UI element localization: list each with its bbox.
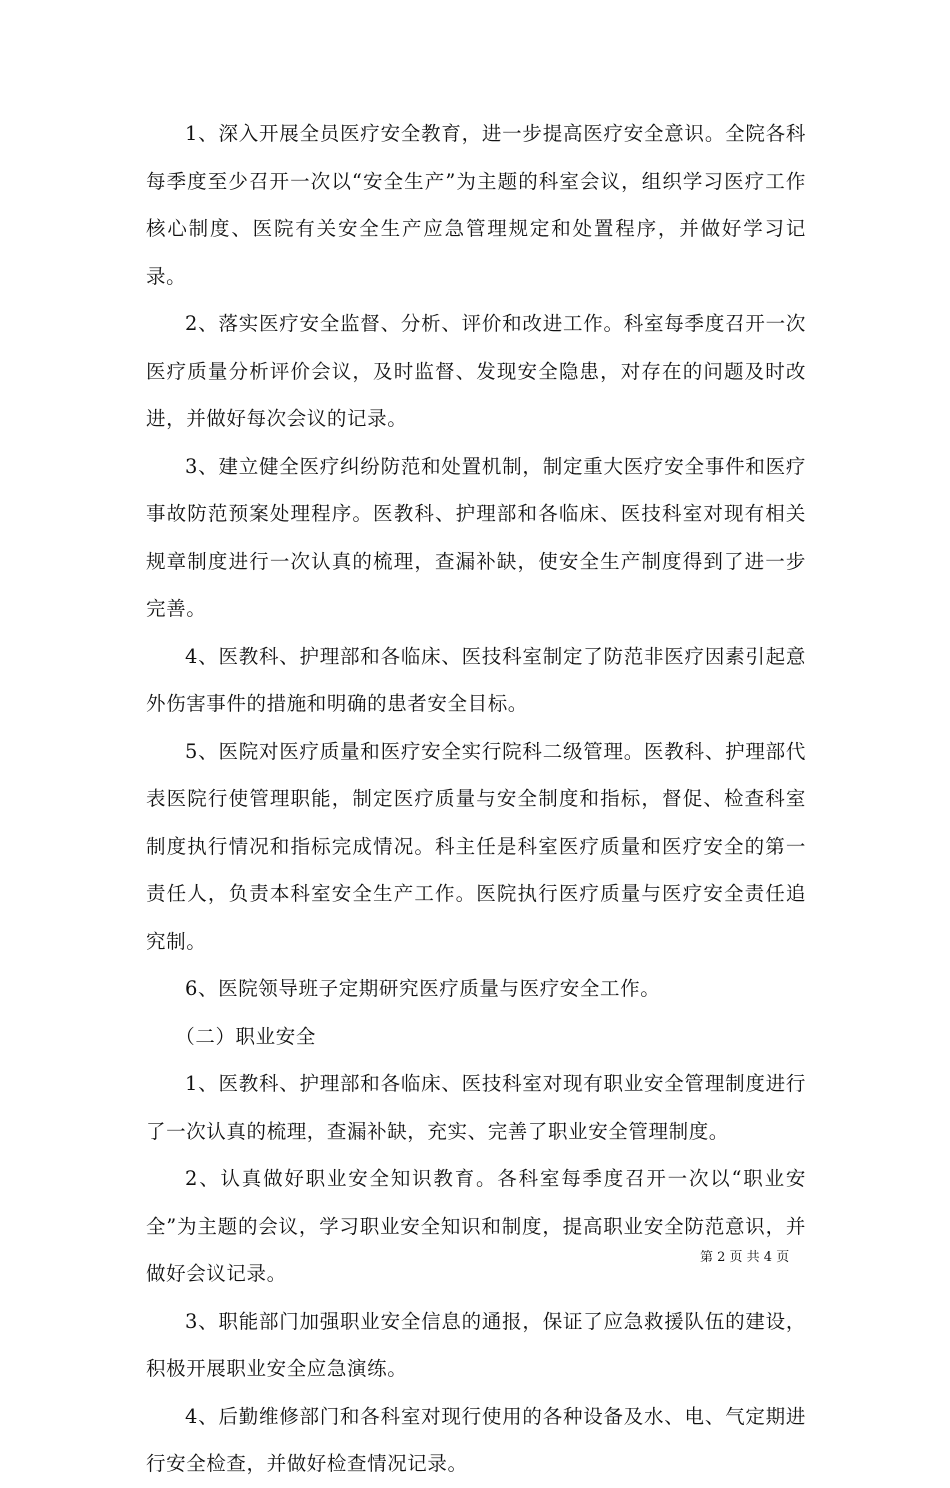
section-heading: （二）职业安全 xyxy=(175,1024,316,1048)
paragraph: 2、认真做好职业安全知识教育。各科室每季度召开一次以“职业安全”为主题的会议，学习职业安全知识和制度，提高职业安全防范意识，并做好会议记录。 xyxy=(146,1167,806,1285)
paragraph: 1、深入开展全员医疗安全教育，进一步提高医疗安全意识。全院各科每季度至少召开一次以“安全生产”为主题的科室会议，组织学习医疗工作核心制度、医院有关安全生产应急管理规定和处置程序，并做好学习记录。 xyxy=(146,122,806,288)
paragraph: 3、职能部门加强职业安全信息的通报，保证了应急救援队伍的建设，积极开展职业安全应急演练。 xyxy=(146,1309,806,1380)
page-number: 第 2 页 共 4 页 xyxy=(700,1250,790,1265)
paragraph: 2、落实医疗安全监督、分析、评价和改进工作。科室每季度召开一次医疗质量分析评价会议，及时监督、发现安全隐患，对存在的问题及时改进，并做好每次会议的记录。 xyxy=(146,312,806,430)
paragraph: 1、医教科、护理部和各临床、医技科室对现有职业安全管理制度进行了一次认真的梳理，查漏补缺，充实、完善了职业安全管理制度。 xyxy=(146,1072,806,1143)
paragraph: 6、医院领导班子定期研究医疗质量与医疗安全工作。 xyxy=(185,977,661,1000)
paragraph: 5、医院对医疗质量和医疗安全实行院科二级管理。医教科、护理部代表医院行使管理职能，制定医疗质量与安全制度和指标，督促、检查科室制度执行情况和指标完成情况。科主任是科室医疗质量和医疗安全的第一责任人，负责本科室安全生产工作。医院执行医疗质量与医疗安全责任追究制。 xyxy=(146,739,806,953)
paragraph: 4、后勤维修部门和各科室对现行使用的各种设备及水、电、气定期进行安全检查，并做好检查情况记录。 xyxy=(146,1404,806,1475)
document-body xyxy=(146,110,806,1488)
paragraph: 3、建立健全医疗纠纷防范和处置机制，制定重大医疗安全事件和医疗事故防范预案处理程序。医教科、护理部和各临床、医技科室对现有相关规章制度进行一次认真的梳理，查漏补缺，使安全生产制度得到了进一步完善。 xyxy=(146,454,806,620)
paragraph: 4、医教科、护理部和各临床、医技科室制定了防范非医疗因素引起意外伤害事件的措施和明确的患者安全目标。 xyxy=(146,644,806,715)
